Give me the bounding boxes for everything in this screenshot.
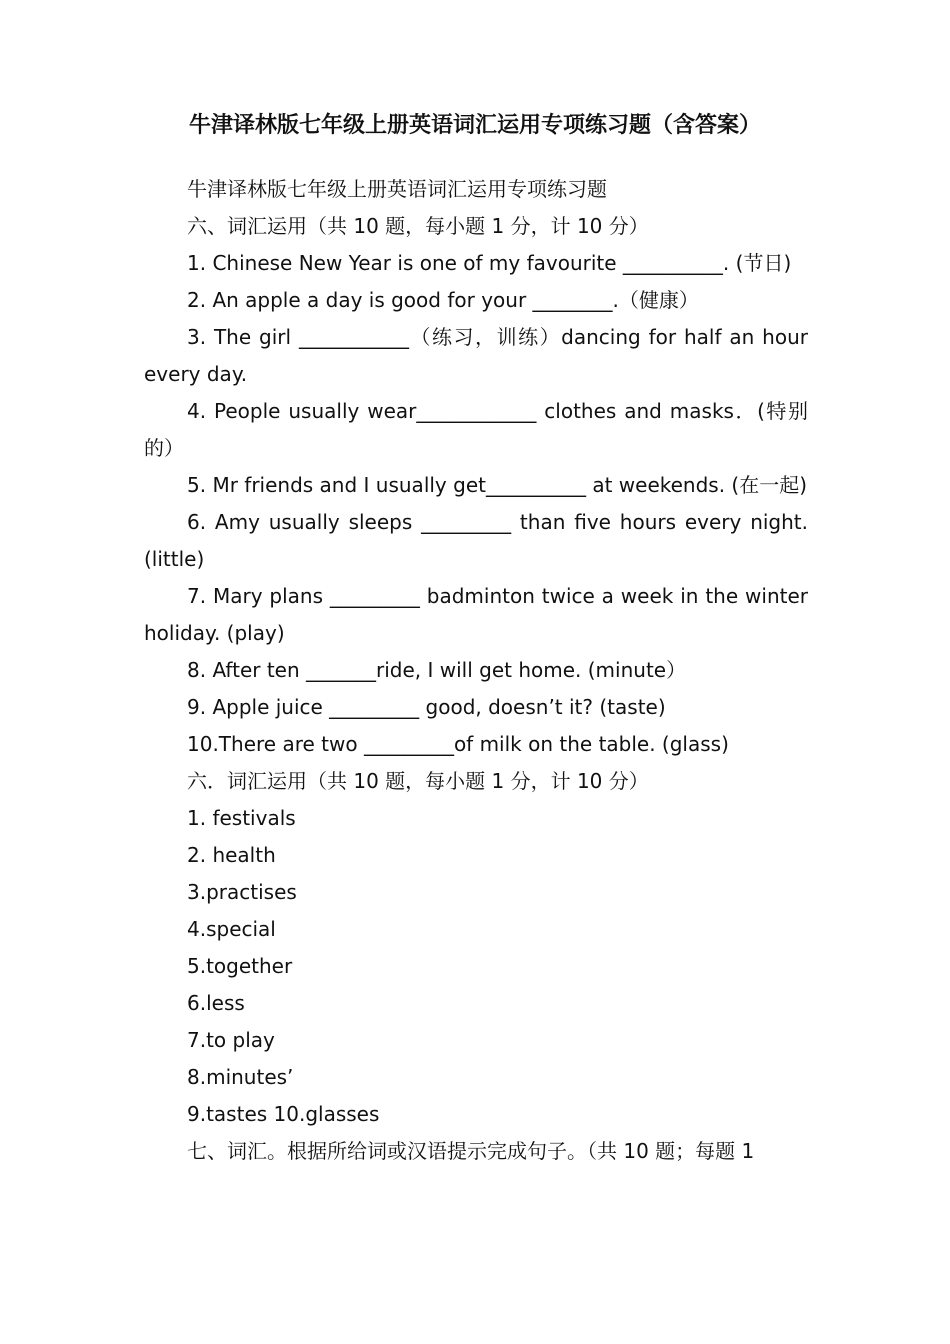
- question-item: 3. The girl ___________（练习，训练）dancing for half an hour every day.: [144, 325, 808, 386]
- question-item: 5. Mr friends and I usually get__________ at weekends. (在一起): [187, 473, 808, 497]
- answer-item: 7.to play: [187, 1028, 275, 1052]
- question-item: 9. Apple juice _________ good, doesn’t it? (taste): [187, 695, 666, 719]
- section-heading: 七、词汇。根据所给词或汉语提示完成句子。（共 10 题；每题 1: [187, 1139, 755, 1163]
- subtitle: 牛津译林版七年级上册英语词汇运用专项练习题: [187, 177, 607, 201]
- answer-item: 3.practises: [187, 880, 297, 904]
- answer-item: 4.special: [187, 917, 276, 941]
- document-body: [144, 171, 808, 1170]
- question-item: 2. An apple a day is good for your ________.（健康）: [187, 288, 699, 312]
- question-item: 1. Chinese New Year is one of my favourite __________. (节日): [187, 251, 792, 275]
- question-item: 7. Mary plans _________ badminton twice a week in the winter holiday. (play): [144, 584, 808, 645]
- answer-item: 5.together: [187, 954, 293, 978]
- question-item: 4. People usually wear____________ clothes and masks．(特别的）: [144, 399, 808, 460]
- answer-item: 2. health: [187, 843, 276, 867]
- question-item: 10.There are two _________of milk on the table. (glass): [187, 732, 729, 756]
- answer-item: 9.tastes 10.glasses: [187, 1102, 380, 1126]
- answer-item: 1. festivals: [187, 806, 296, 830]
- question-item: 8. After ten _______ride, I will get home. (minute）: [187, 658, 687, 682]
- answers-heading: 六．词汇运用（共 10 题，每小题 1 分，计 10 分）: [187, 769, 649, 793]
- answer-item: 8.minutes’: [187, 1065, 294, 1089]
- section-heading: 六、词汇运用（共 10 题，每小题 1 分，计 10 分）: [187, 214, 649, 238]
- question-item: 6. Amy usually sleeps _________ than five hours every night. (little): [144, 510, 808, 571]
- answer-item: 6.less: [187, 991, 245, 1015]
- document-title: 牛津译林版七年级上册英语词汇运用专项练习题（含答案）: [188, 113, 761, 138]
